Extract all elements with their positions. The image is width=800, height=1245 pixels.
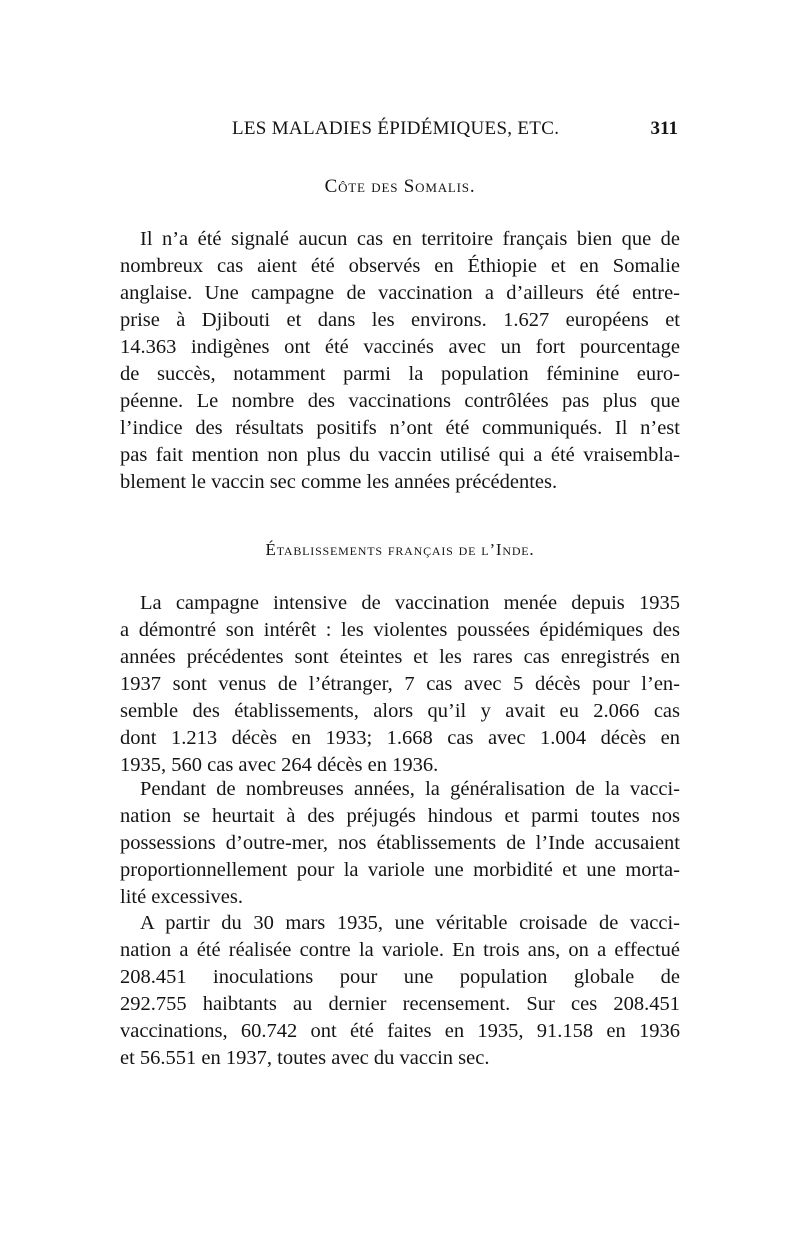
text-line: proportionnellement pour la variole une morbidité et une morta- <box>120 859 680 881</box>
text-line: 292.755 haibtants au dernier recensement. Sur ces 208.451 <box>120 993 680 1015</box>
text-line: A partir du 30 mars 1935, une véritable croisade de vacci- <box>140 912 680 934</box>
text-line: nation a été réalisée contre la variole. En trois ans, on a effectué <box>120 939 680 961</box>
paragraph <box>120 590 680 779</box>
text-line: anglaise. Une campagne de vaccination a d’ailleurs été entre- <box>120 282 680 304</box>
text-line: de succès, notamment parmi la population féminine euro- <box>120 363 680 385</box>
text-line: 14.363 indigènes ont été vaccinés avec un fort pourcentage <box>120 336 680 358</box>
text-line: 208.451 inoculations pour une population globale de <box>120 966 680 988</box>
section-heading-etablissements-inde: Établissements français de l’Inde. <box>265 540 535 559</box>
text-line: possessions d’outre-mer, nos établissements de l’Inde accusaient <box>120 832 680 854</box>
section-heading-cote-des-somalis: Côte des Somalis. <box>324 176 476 197</box>
paragraph <box>120 910 680 1072</box>
text-line: 1937 sont venus de l’étranger, 7 cas avec 5 décès pour l’en- <box>120 673 680 695</box>
text-line: lité excessives. <box>120 886 243 908</box>
text-line: dont 1.213 décès en 1933; 1.668 cas avec 1.004 décès en <box>120 727 680 749</box>
text-line: 1935, 560 cas avec 264 décès en 1936. <box>120 754 439 776</box>
text-line: vaccinations, 60.742 ont été faites en 1935, 91.158 en 1936 <box>120 1020 680 1042</box>
running-title: LES MALADIES ÉPIDÉMIQUES, ETC. <box>232 118 560 139</box>
text-line: années précédentes sont éteintes et les rares cas enregistrés en <box>120 646 680 668</box>
text-line: pas fait mention non plus du vaccin utilisé qui a été vraisembla- <box>120 444 680 466</box>
text-line: péenne. Le nombre des vaccinations contrôlées pas plus que <box>120 390 680 412</box>
text-line: blement le vaccin sec comme les années précédentes. <box>120 471 558 493</box>
paragraph <box>120 776 680 911</box>
running-head <box>120 118 680 142</box>
book-page <box>120 0 680 1245</box>
text-line: l’indice des résultats positifs n’ont été communiqués. Il n’est <box>120 417 680 439</box>
text-line: a démontré son intérêt : les violentes poussées épidémiques des <box>120 619 680 641</box>
text-line: nombreux cas aient été observés en Éthiopie et en Somalie <box>120 255 680 277</box>
text-line: prise à Djibouti et dans les environs. 1.627 européens et <box>120 309 680 331</box>
text-line: Il n’a été signalé aucun cas en territoire français bien que de <box>140 228 680 250</box>
text-line: et 56.551 en 1937, toutes avec du vaccin sec. <box>120 1047 490 1069</box>
paragraph <box>120 226 680 496</box>
text-line: La campagne intensive de vaccination menée depuis 1935 <box>140 592 680 614</box>
text-line: Pendant de nombreuses années, la généralisation de la vacci- <box>140 778 680 800</box>
text-line: nation se heurtait à des préjugés hindous et parmi toutes nos <box>120 805 680 827</box>
text-line: semble des établissements, alors qu’il y avait eu 2.066 cas <box>120 700 680 722</box>
page-number: 311 <box>650 118 678 139</box>
